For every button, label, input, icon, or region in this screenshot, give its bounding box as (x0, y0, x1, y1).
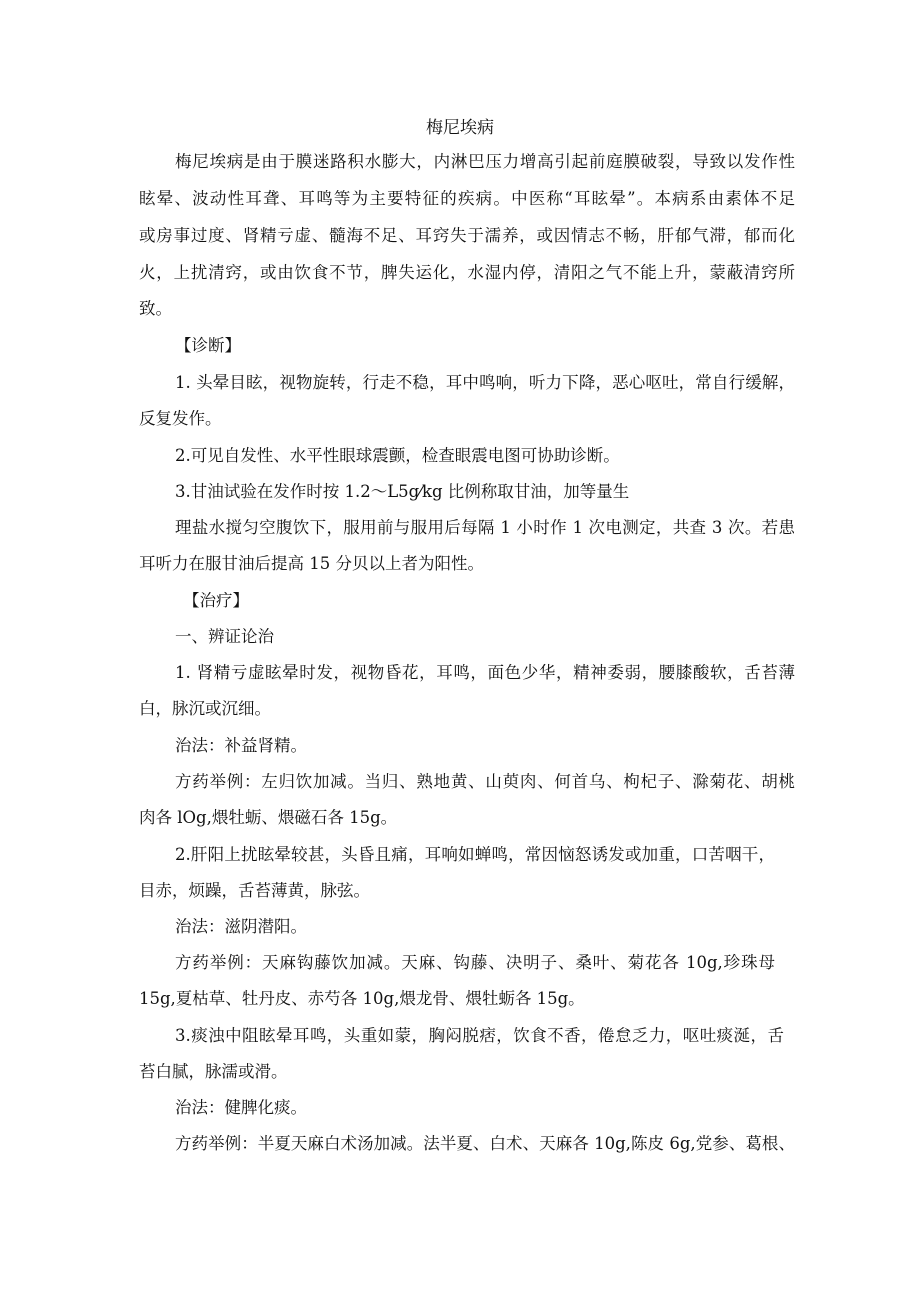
diagnosis-heading: 【诊断】 (175, 336, 241, 355)
intro-line: 眩晕、波动性耳聋、耳鸣等为主要特征的疾病。中医称“耳眩晕”。本病系由素体不足 (139, 189, 795, 208)
treatment-method: 治法：健脾化痰。 (175, 1098, 307, 1117)
syndrome-description: 3.痰浊中阻眩晕耳鸣，头重如蒙，胸闷脱痞，饮食不香，倦怠乏力，呕吐痰涎，舌 (175, 1026, 784, 1045)
syndrome-description: 苔白腻，脉濡或滑。 (139, 1062, 288, 1081)
page-title: 梅尼埃病 (426, 118, 494, 138)
syndrome-description: 白，脉沉或沉细。 (139, 699, 271, 718)
section-heading: 一、辨证论治 (175, 627, 274, 646)
diagnosis-item: 3.甘油试验在发作时按 1.2～L5g⁄kg 比例称取甘油，加等量生 (175, 482, 630, 501)
diagnosis-item: 1. 头晕目眩，视物旋转，行走不稳，耳中鸣响，听力下降，恶心呕吐，常自行缓解， (175, 373, 795, 392)
syndrome-description: 目赤，烦躁，舌苔薄黄，脉弦。 (139, 881, 370, 900)
diagnosis-item: 耳听力在服甘油后提高 15 分贝以上者为阳性。 (139, 554, 484, 573)
treatment-heading: 【治疗】 (183, 591, 249, 610)
intro-line: 致。 (139, 299, 172, 318)
treatment-method: 治法：补益肾精。 (175, 736, 307, 755)
treatment-method: 治法：滋阴潜阳。 (175, 917, 307, 936)
intro-line: 梅尼埃病是由于膜迷路积水膨大，内淋巴压力增高引起前庭膜破裂，导致以发作性 (175, 152, 795, 171)
syndrome-description: 1. 肾精亏虚眩晕时发，视物昏花，耳鸣，面色少华，精神委弱，腰膝酸软，舌苔薄 (175, 663, 795, 682)
diagnosis-item: 反复发作。 (139, 409, 222, 428)
intro-line: 火，上扰清窍，或由饮食不节，脾失运化，水湿内停，清阳之气不能上升，蒙蔽清窍所 (139, 263, 795, 282)
diagnosis-item: 理盐水搅匀空腹饮下，服用前与服用后每隔 1 小时作 1 次电测定，共查 3 次。若患 (175, 518, 795, 537)
syndrome-description: 2.肝阳上扰眩晕较甚，头昏且痛，耳响如蝉鸣，常因恼怒诱发或加重，口苦咽干， (175, 845, 775, 864)
prescription: 方药举例：半夏天麻白术汤加减。法半夏、白术、天麻各 10g,陈皮 6g,党参、葛根、 (175, 1134, 795, 1153)
prescription: 15g,夏枯草、牡丹皮、赤芍各 10g,煨龙骨、煨牡蛎各 15g。 (139, 989, 585, 1008)
diagnosis-item: 2.可见自发性、水平性眼球震颤，检查眼震电图可协助诊断。 (175, 446, 620, 465)
prescription: 方药举例：天麻钩藤饮加减。天麻、钩藤、决明子、桑叶、菊花各 10g,珍珠母 (175, 953, 775, 972)
intro-line: 或房事过度、肾精亏虚、髓海不足、耳窍失于濡养，或因情志不畅，肝郁气滞，郁而化 (139, 226, 795, 245)
prescription: 肉各 lOg,煨牡蛎、煨磁石各 15g。 (139, 808, 398, 827)
prescription: 方药举例：左归饮加减。当归、熟地黄、山萸肉、何首乌、枸杞子、滁菊花、胡桃 (175, 772, 795, 791)
